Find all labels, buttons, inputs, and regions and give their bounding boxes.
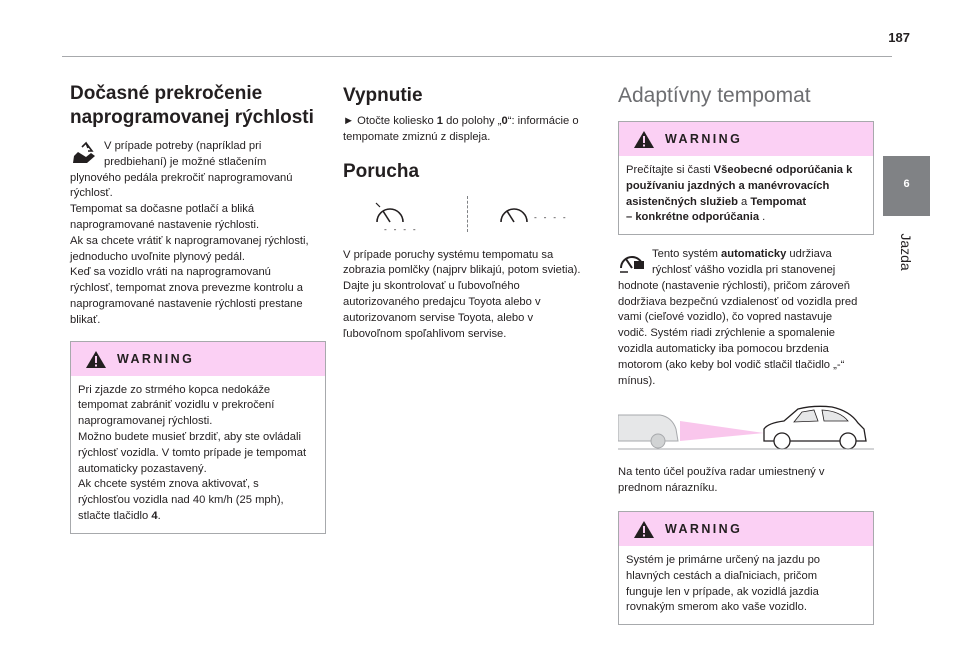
- fault-display-figure: [343, 194, 599, 242]
- speedometer-dashes-alt-icon: [483, 196, 583, 234]
- section-title-override: Dočasné prekročenie naprogramovanej rýchlosti: [70, 83, 314, 128]
- warning-triangle-icon: [633, 520, 655, 539]
- warning-header: [71, 342, 325, 376]
- foot-pedal-icon: [70, 140, 98, 166]
- warning-title: WARNING: [665, 521, 743, 536]
- warning-header: [619, 122, 873, 156]
- warning-triangle-icon: [85, 350, 107, 369]
- adaptive-paragraph: Tento systém automaticky udržiava rýchlosť vášho vozidla pri stanovenej hodnote (nastavenie rýchlosti), pričom zároveň dodržiava bezpečnú vzdialenosť od vozidla pred vami (cieľové vozidlo), čo vopred nastavuje vodič. Systém riadi zrýchlenie a spomalenie vozidla automaticky iba pomocou brzdenia motorom (ako keby bol vodič stlačil tlačidlo „-“ mínus).: [618, 248, 858, 387]
- warning-title: WARNING: [117, 351, 195, 366]
- chapter-tab[interactable]: [883, 156, 930, 216]
- adaptive-cruise-speedometer-icon: [618, 248, 646, 274]
- svg-text:- - - -: - - - -: [383, 224, 417, 234]
- speedometer-dashes-icon: [363, 196, 463, 234]
- off-instruction: ► Otočte koliesko 1 do polohy „0“: informácie o tempomate zmiznú z displeja.: [343, 115, 579, 143]
- section-title-adaptive: Adaptívny tempomat: [618, 84, 811, 107]
- column-off-fault: [343, 70, 599, 342]
- column-adaptive-cruise: [618, 70, 874, 625]
- chapter-number: 6: [903, 178, 910, 190]
- radar-paragraph: Na tento účel používa radar umiestnený v prednom nárazníku.: [618, 466, 825, 495]
- warning-box-roads: [618, 511, 874, 625]
- section-title-off: Vypnutie: [343, 85, 423, 106]
- warning-text: Prečítajte si časti Všeobecné odporúčania k používaniu jazdných a manévrovacích asistenčných služieb a Tempomat – konkrétne odporúčania .: [626, 164, 853, 224]
- chapter-label: Jazda: [898, 233, 914, 271]
- column-temporary-override: [70, 70, 326, 534]
- warning-header: [619, 512, 873, 546]
- figure-divider: [467, 196, 468, 232]
- override-paragraph: V prípade potreby (napríklad pri predbiehaní) je možné stlačením plynového pedála prekročiť naprogramovanú rýchlosť. Tempomat sa dočasne potlačí a bliká naprogramované nastavenie rýchlosti. Ak sa chcete vrátiť k naprogramovanej rýchlosti, jednoducho uvoľnite plynový pedál. Keď sa vozidlo vráti na naprogramovanú rýchlosť, tempomat znova prevezme kontrolu a naprogramované nastavenie rýchlosti prestane blikať.: [70, 140, 309, 326]
- warning-box-descent: [70, 341, 326, 534]
- warning-text: Systém je primárne určený na jazdu po hlavných cestách a diaľniciach, pričom funguje len v prípade, ak vozidlá jazdia rovnakým smerom ako vaše vozidlo.: [626, 553, 821, 614]
- section-title-fault: Porucha: [343, 160, 420, 182]
- header-rule: [62, 56, 892, 57]
- svg-text:- - - -: - - - -: [533, 212, 567, 222]
- page-number: 187: [888, 30, 910, 45]
- warning-title: WARNING: [665, 132, 743, 146]
- warning-triangle-icon: [633, 130, 655, 149]
- warning-text: Pri zjazde zo strmého kopca nedokáže tempomat zabrániť vozidlu v prekročení naprogramovanej rýchlosti. Možno budete musieť brzdiť, aby ste ovládali rýchlosť vozidla. V tomto prípade je tempomat automaticky pozastavený. Ak chcete systém znova aktivovať, s rýchlosťou vozidla nad 40 km/h (25 mph), stlačte tlačidlo 4.: [78, 383, 307, 522]
- radar-car-illustration: [618, 403, 874, 453]
- warning-box-read-sections: [618, 121, 874, 235]
- fault-paragraph: V prípade poruchy systému tempomatu sa zobrazia pomlčky (najprv blikajú, potom svietia). Dajte ju skontrolovať u ľubovoľného autorizovaného predajcu Toyota alebo v autorizovanom servise Toyota, alebo v ľubovoľnom spoľahlivom servise.: [343, 248, 581, 340]
